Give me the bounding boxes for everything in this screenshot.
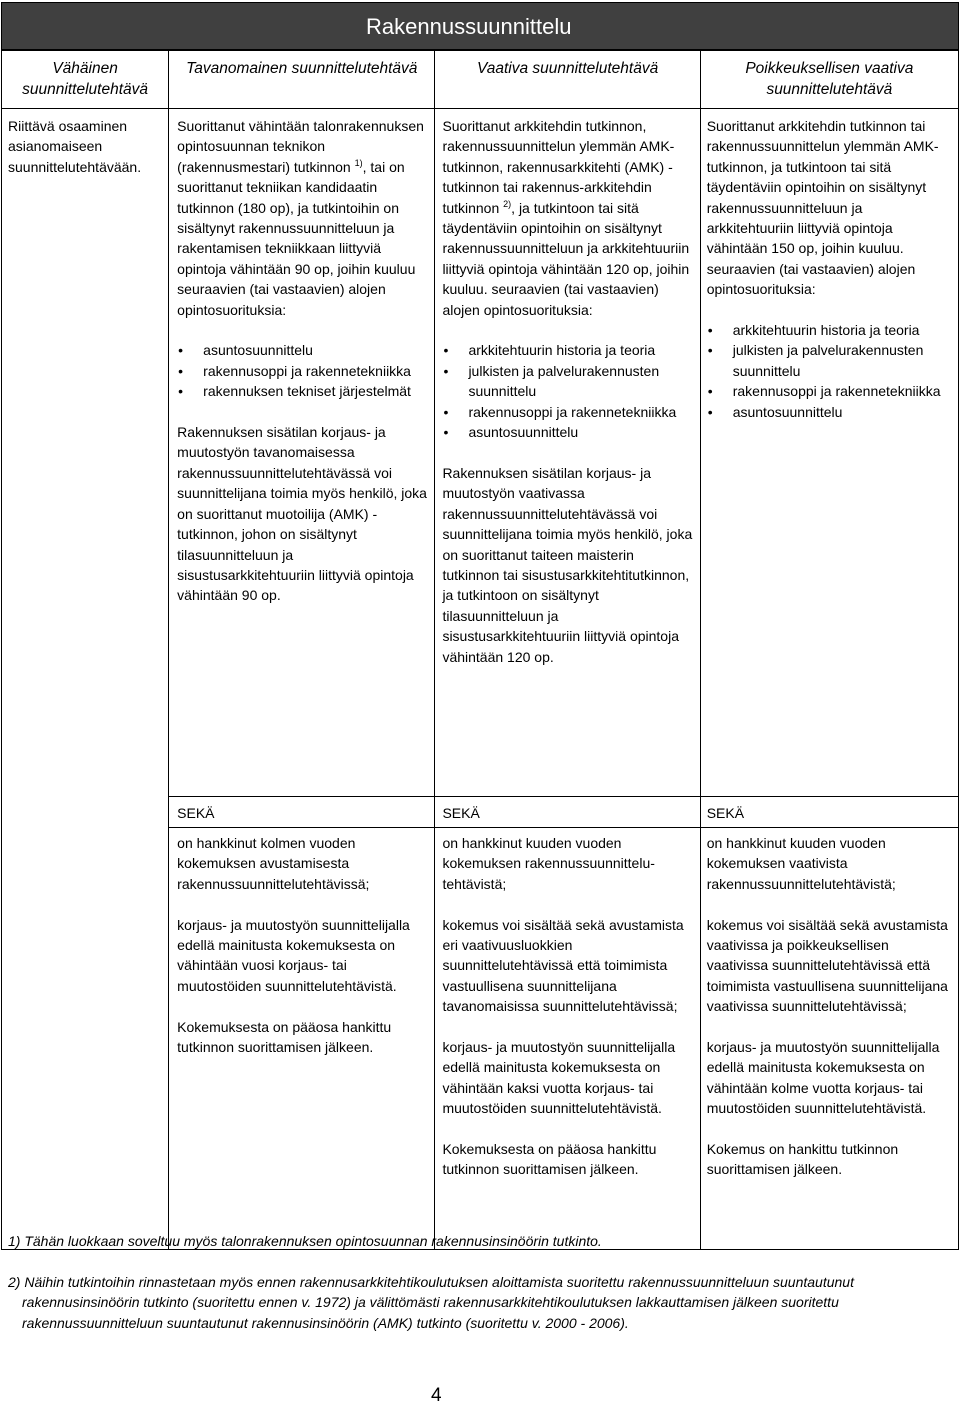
exceptional-experience-cell <box>700 828 958 1250</box>
demanding-experience-years: on hankkinut kuuden vuoden kokemuksen rakennussuunnittelu-tehtävistä; <box>442 835 655 892</box>
exceptional-experience-content: kokemus voi sisältää sekä avustamista vaativissa ja poikkeuksellisen vaativissa suunnittelutehtävissä että toimimista vastuullisena suunnittelijana vaativissa suunnittelutehtävissä; <box>706 916 948 1015</box>
ordinary-experience-renovation: korjaus- ja muutostyön suunnittelijalla edellä mainitusta kokemuksesta on vähintään vuosi korjaus- tai muutostöiden suunnittelutehtävistä. <box>177 916 410 994</box>
footnote-1: 1) Tähän luokkaan soveltuu myös talonrakennuksen opintosuunnan rakennusinsinöörin tutkinto. <box>8 1233 602 1249</box>
footnote-ref-2: 2) <box>503 198 512 209</box>
seka-label: SEKÄ <box>442 805 480 821</box>
table-title-bar <box>1 2 959 50</box>
ordinary-subject-list <box>177 340 428 401</box>
demanding-education-cell <box>435 109 700 797</box>
demanding-subject-list <box>442 340 693 442</box>
list-item: • rakennusoppi ja rakennetekniikka <box>203 361 428 381</box>
list-item: • rakennuksen tekniset järjestelmät <box>203 381 428 401</box>
demanding-experience-content: kokemus voi sisältää sekä avustamista eri vaativuusluokkien suunnittelutehtävissä että toimimista vastuullisena suunnittelijana tavanomaisissa suunnittelutehtävissä; <box>442 916 684 1015</box>
minor-requirement: Riittävä osaaminen asianomaiseen suunnittelutehtävään. <box>8 118 142 175</box>
exceptional-degree-requirement: Suorittanut arkkitehdin tutkinnon tai rakennussuunnittelun ylemmän AMK-tutkinnon, ja tutkintoon tai sitä täydentäviin opintoihin on sisältynyt rakennussuunnitteluun ja arkkitehtuuriin liittyviä opintoja vähintään 150 op, joihin kuuluu. seuraavien (tai vastaavien) alojen opintosuorituksia: <box>706 118 939 298</box>
list-item: • rakennusoppi ja rakennetekniikka <box>468 402 693 422</box>
seka-label: SEKÄ <box>706 805 745 821</box>
demanding-experience-cell <box>435 828 700 1250</box>
exceptional-experience-renovation: korjaus- ja muutostyön suunnittelijalla edellä mainitusta kokemuksesta on vähintään kolme vuotta korjaus- tai muutostöiden suunnittelutehtävistä. <box>706 1039 940 1117</box>
exceptional-experience-years: on hankkinut kuuden vuoden kokemuksen vaativista rakennussuunnittelutehtävistä; <box>706 835 896 892</box>
list-item: • asuntosuunnittelu <box>203 340 428 360</box>
footnotes <box>8 1231 948 1333</box>
list-item: • julkisten ja palvelurakennusten suunnittelu <box>468 361 693 402</box>
list-item: • arkkitehtuurin historia ja teoria <box>733 320 952 340</box>
footnote-2: 2) Näihin tutkintoihin rinnastetaan myös ennen rakennusarkkitehtikoulutuksen aloittamista suoritettu rakennussuunnitteluun suuntautunut rakennusinsinöörin tutkinto (suoritettu ennen v. 1972) ja välittömästi rakennusarkkitehtikoulutuksen lakkauttamisen jälkeen suoritettu rakennussuunnitteluun suuntautunut rakennusinsinöörin (AMK) tutkinto (suoritettu v. 2000 - 2006). <box>8 1273 854 1331</box>
ordinary-experience-timing: Kokemuksesta on pääosa hankittu tutkinnon suorittamisen jälkeen. <box>177 1018 392 1056</box>
list-item: • asuntosuunnittelu <box>468 422 693 442</box>
demanding-experience-renovation: korjaus- ja muutostyön suunnittelijalla edellä mainitusta kokemuksesta on vähintään kaksi vuotta korjaus- tai muutostöiden suunnittelutehtävistä. <box>442 1039 676 1117</box>
footnote-ref-1: 1) <box>354 157 363 168</box>
table-title: Rakennussuunnittelu <box>366 14 572 39</box>
ordinary-experience-years: on hankkinut kolmen vuoden kokemuksen avustamisesta rakennussuunnittelutehtävissä; <box>177 835 370 892</box>
exceptional-education-cell <box>700 109 958 797</box>
header-row <box>2 51 959 109</box>
ordinary-degree-requirement: Suorittanut vähintään talonrakennuksen opintosuunnan teknikon (rakennusmestari) tutkinnon $^{1)}$, tai on suorittanut tekniikan kandidaatin tutkinnon (180 op), ja tutkintoihin on sisältynyt rakennussuunnitteluun ja rakentamisen tekniikkaan liittyviä opintoja vähintään 90 op, joihin kuuluu seuraavien (tai vastaavien) alojen opintosuorituksia: <box>177 118 424 318</box>
demanding-experience-timing: Kokemuksesta on pääosa hankittu tutkinnon suorittamisen jälkeen. <box>442 1141 657 1178</box>
ordinary-seka-cell <box>169 797 435 828</box>
minor-cell <box>2 109 169 1250</box>
header-ordinary: Tavanomainen suunnittelutehtävä <box>169 51 435 109</box>
exceptional-experience-timing: Kokemus on hankittu tutkinnon suorittamisen jälkeen. <box>706 1141 899 1178</box>
page-number: 4 <box>431 1385 442 1406</box>
education-row <box>2 109 959 797</box>
header-exceptional: Poikkeuksellisen vaativa suunnittelutehtävä <box>700 51 958 109</box>
requirements-table <box>1 50 959 1250</box>
ordinary-renovation-note: Rakennuksen sisätilan korjaus- ja muutostyön tavanomaisessa rakennussuunnittelutehtävässä voi suunnittelijana toimia myös henkilö, joka on suorittanut muotoilija (AMK) -tutkinnon, johon on sisältynyt tilasuunnitteluun ja sisustusarkkitehtuuriin liittyviä opintoja vähintään 90 op. <box>177 424 427 604</box>
list-item: • arkkitehtuurin historia ja teoria <box>468 340 693 360</box>
exceptional-seka-cell <box>700 797 958 828</box>
list-item: • rakennusoppi ja rakennetekniikka <box>733 381 952 401</box>
exceptional-subject-list <box>707 320 952 422</box>
demanding-renovation-note: Rakennuksen sisätilan korjaus- ja muutostyön vaativassa rakennussuunnittelutehtävässä voi suunnittelijana toimia myös henkilö, joka on suorittanut taiteen maisterin tutkinnon tai sisustusarkkitehtitutkinnon, ja tutkintoon on sisältynyt tilasuunnitteluun ja sisustusarkkitehtuuriin liittyviä opintoja vähintään 120 op. <box>442 464 693 665</box>
header-demanding: Vaativa suunnittelutehtävä <box>435 51 700 109</box>
list-item: • julkisten ja palvelurakennusten suunnittelu <box>733 340 952 381</box>
header-minor: Vähäinen suunnittelutehtävä <box>2 51 169 109</box>
demanding-degree-requirement: Suorittanut arkkitehdin tutkinnon, rakennussuunnittelun ylemmän AMK-tutkinnon, rakennusarkkitehti (AMK) -tutkinnon tai rakennus-arkkitehdin tutkinnon $^{2)}$, ja tutkintoon tai sitä täydentäviin opintoihin on sisältynyt rakennussuunnitteluun ja arkkitehtuuriin liittyviä opintoja vähintään 120 op, joihin kuuluu. seuraavien (tai vastaavien) alojen opintosuorituksia: <box>442 118 690 318</box>
list-item: • asuntosuunnittelu <box>733 402 952 422</box>
seka-label: SEKÄ <box>177 805 215 821</box>
ordinary-education-cell <box>169 109 435 797</box>
ordinary-experience-cell <box>169 828 435 1250</box>
demanding-seka-cell <box>435 797 700 828</box>
